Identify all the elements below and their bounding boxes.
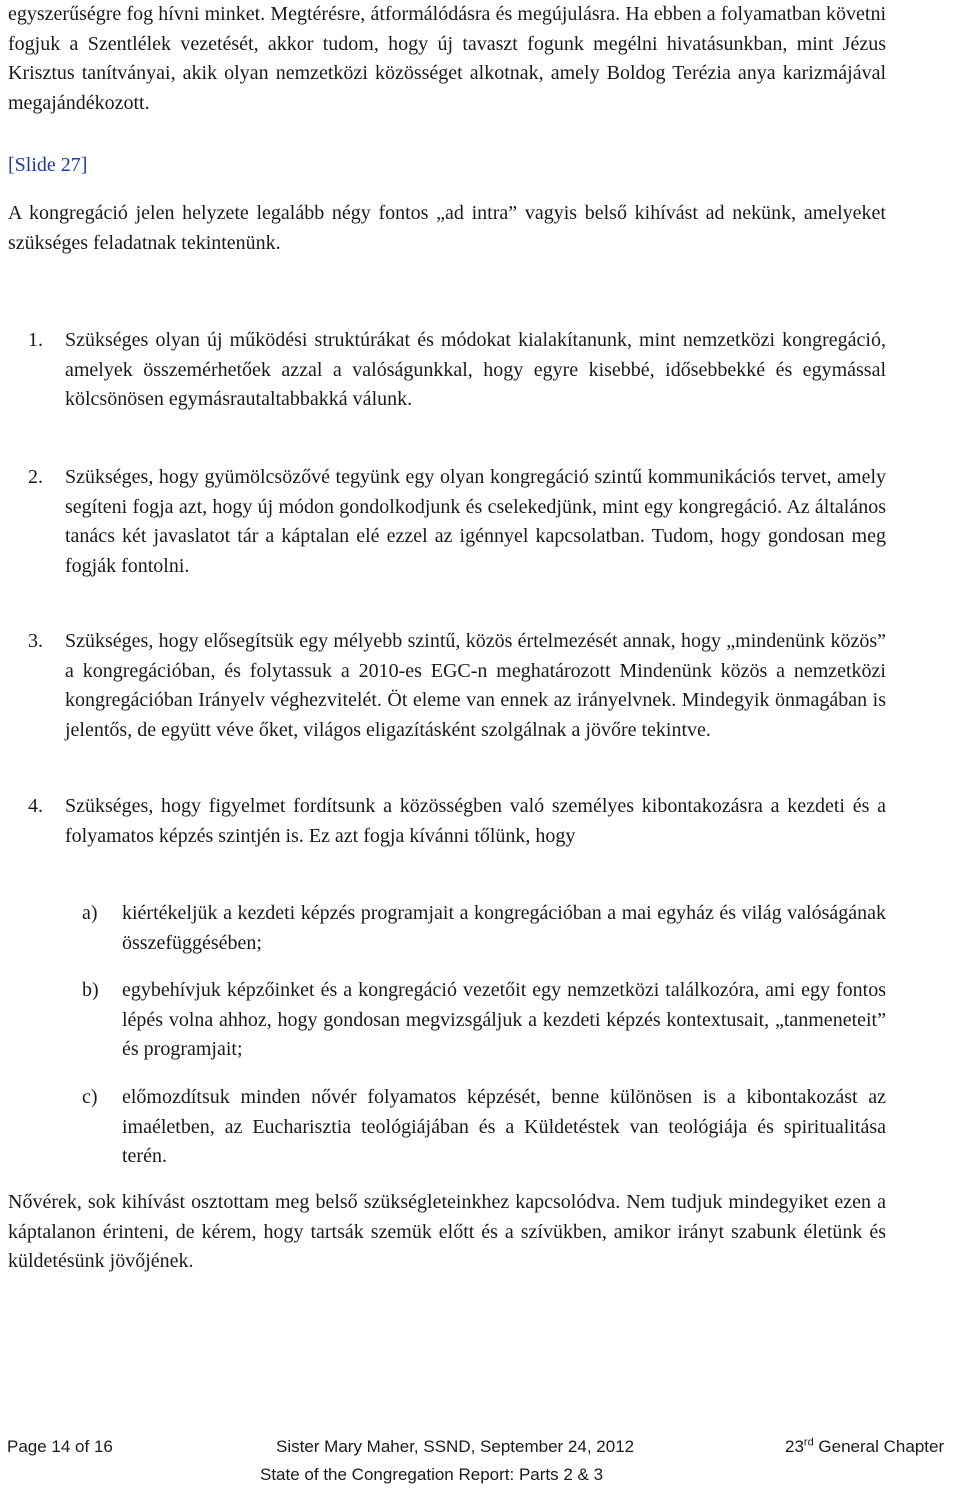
intro-paragraph: egyszerűségre fog hívni minket. Megtérésre, átformálódásra és megújulásra. Ha ebben a folyamatban követni fogjuk a Szentlélek vezetését, akkor tudom, hogy új tavaszt fogunk megélni hivatásunkban, mint Jézus Krisztus tanítványai, akik olyan nemzetközi közösséget alkotnak, amely Boldog Terézia anya karizmájával megajándékozott. [8,3,886,114]
sub-item-a [8,899,886,958]
item-number: 3. [28,630,43,652]
chapter-ordinal-suffix: rd [803,1436,814,1449]
closing-paragraph: Nővérek, sok kihívást osztottam meg belső szükségleteinkhez kapcsolódva. Nem tudjuk mindegyiket ezen a káptalanon érinteni, de kérem, hogy tartsák szemük előtt és a szívükben, amikor irányt szabunk életünk és küldetésünk jövőjének. [8,1191,886,1272]
page-number: Page 14 of 16 [7,1437,113,1456]
item-number: 4. [28,795,43,817]
slide-marker: [Slide 27] [8,154,88,176]
item-number: 2. [28,466,43,488]
challenges-lead-paragraph: A kongregáció jelen helyzete legalább négy fontos „ad intra” vagyis belső kihívást ad nekünk, amelyeket szükséges feladatnak tekintenünk. [8,202,886,254]
item-text: Szükséges, hogy elősegítsük egy mélyebb szintű, közös értelmezését annak, hogy „mindenünk közös” a kongregációban, és folytassuk a 2010-es EGC-n meghatározott Mindenünk közös a nemzetközi kongregációban Irányelv véghezvitelét. Öt eleme van ennek az irányelvnek. Mindegyik önmagában is jelentős, de együtt véve őket, világos eligazításként szolgálnak a jövőre tekintve. [65,630,886,741]
item-number: 1. [28,329,43,351]
sub-item-label: c) [82,1086,98,1108]
sub-item-c [8,1083,886,1172]
numbered-item-1 [8,326,886,415]
numbered-item-2 [8,463,886,581]
item-text: Szükséges, hogy figyelmet fordítsunk a közösségben való személyes kibontakozásra a kezdeti és a folyamatos képzés szintjén is. Ez azt fogja kívánni tőlünk, hogy [65,795,886,847]
footer-author: Sister Mary Maher, SSND, September 24, 2012 [276,1437,635,1456]
sub-item-text: kiértékeljük a kezdeti képzés programjait a kongregációban a mai egyház és világ valóságának összefüggésében; [122,902,886,954]
numbered-item-4 [8,792,886,851]
numbered-item-3 [8,627,886,745]
page-footer-subtitle [0,1465,960,1489]
sub-item-label: b) [82,979,99,1001]
item-text: Szükséges, hogy gyümölcsözővé tegyünk egy olyan kongregáció szintű kommunikációs tervet, amely segíteni fogja azt, hogy új módon gondolkodjunk és cselekedjünk, mint egy kongregáció. Az általános tanács két javaslatot tár a káptalan elé ezzel az igénnyel kapcsolatban. Tudom, hogy gondosan meg fogják fontolni. [65,466,886,577]
page-footer [0,1437,960,1461]
chapter-number: 23 [785,1437,804,1456]
sub-item-b [8,976,886,1065]
item-text: Szükséges olyan új működési struktúrákat és módokat kialakítanunk, mint nemzetközi kongregáció, amelyek összemérhetőek azzal a valóságunkkal, hogy egyre kisebbé, idősebbekké és egymással kölcsönösen egymásrautaltabbakká válunk. [65,329,886,410]
sub-item-text: egybehívjuk képzőinket és a kongregáció vezetőit egy nemzetközi találkozóra, ami egy fontos lépés volna ahhoz, hogy gondosan megvizsgáljuk a kezdeti képzés kontextusait, „tanmeneteit” és programjait; [122,979,886,1060]
sub-item-label: a) [82,902,98,924]
footer-chapter [785,1437,944,1457]
chapter-text: General Chapter [813,1437,945,1456]
sub-item-text: előmozdítsuk minden nővér folyamatos képzését, benne különösen is a kibontakozást az imaéletben, az Eucharisztia teológiájában és a Küldetéstek van teológiája és spiritualitása terén. [122,1086,886,1167]
report-title: State of the Congregation Report: Parts 2 & 3 [260,1465,604,1484]
